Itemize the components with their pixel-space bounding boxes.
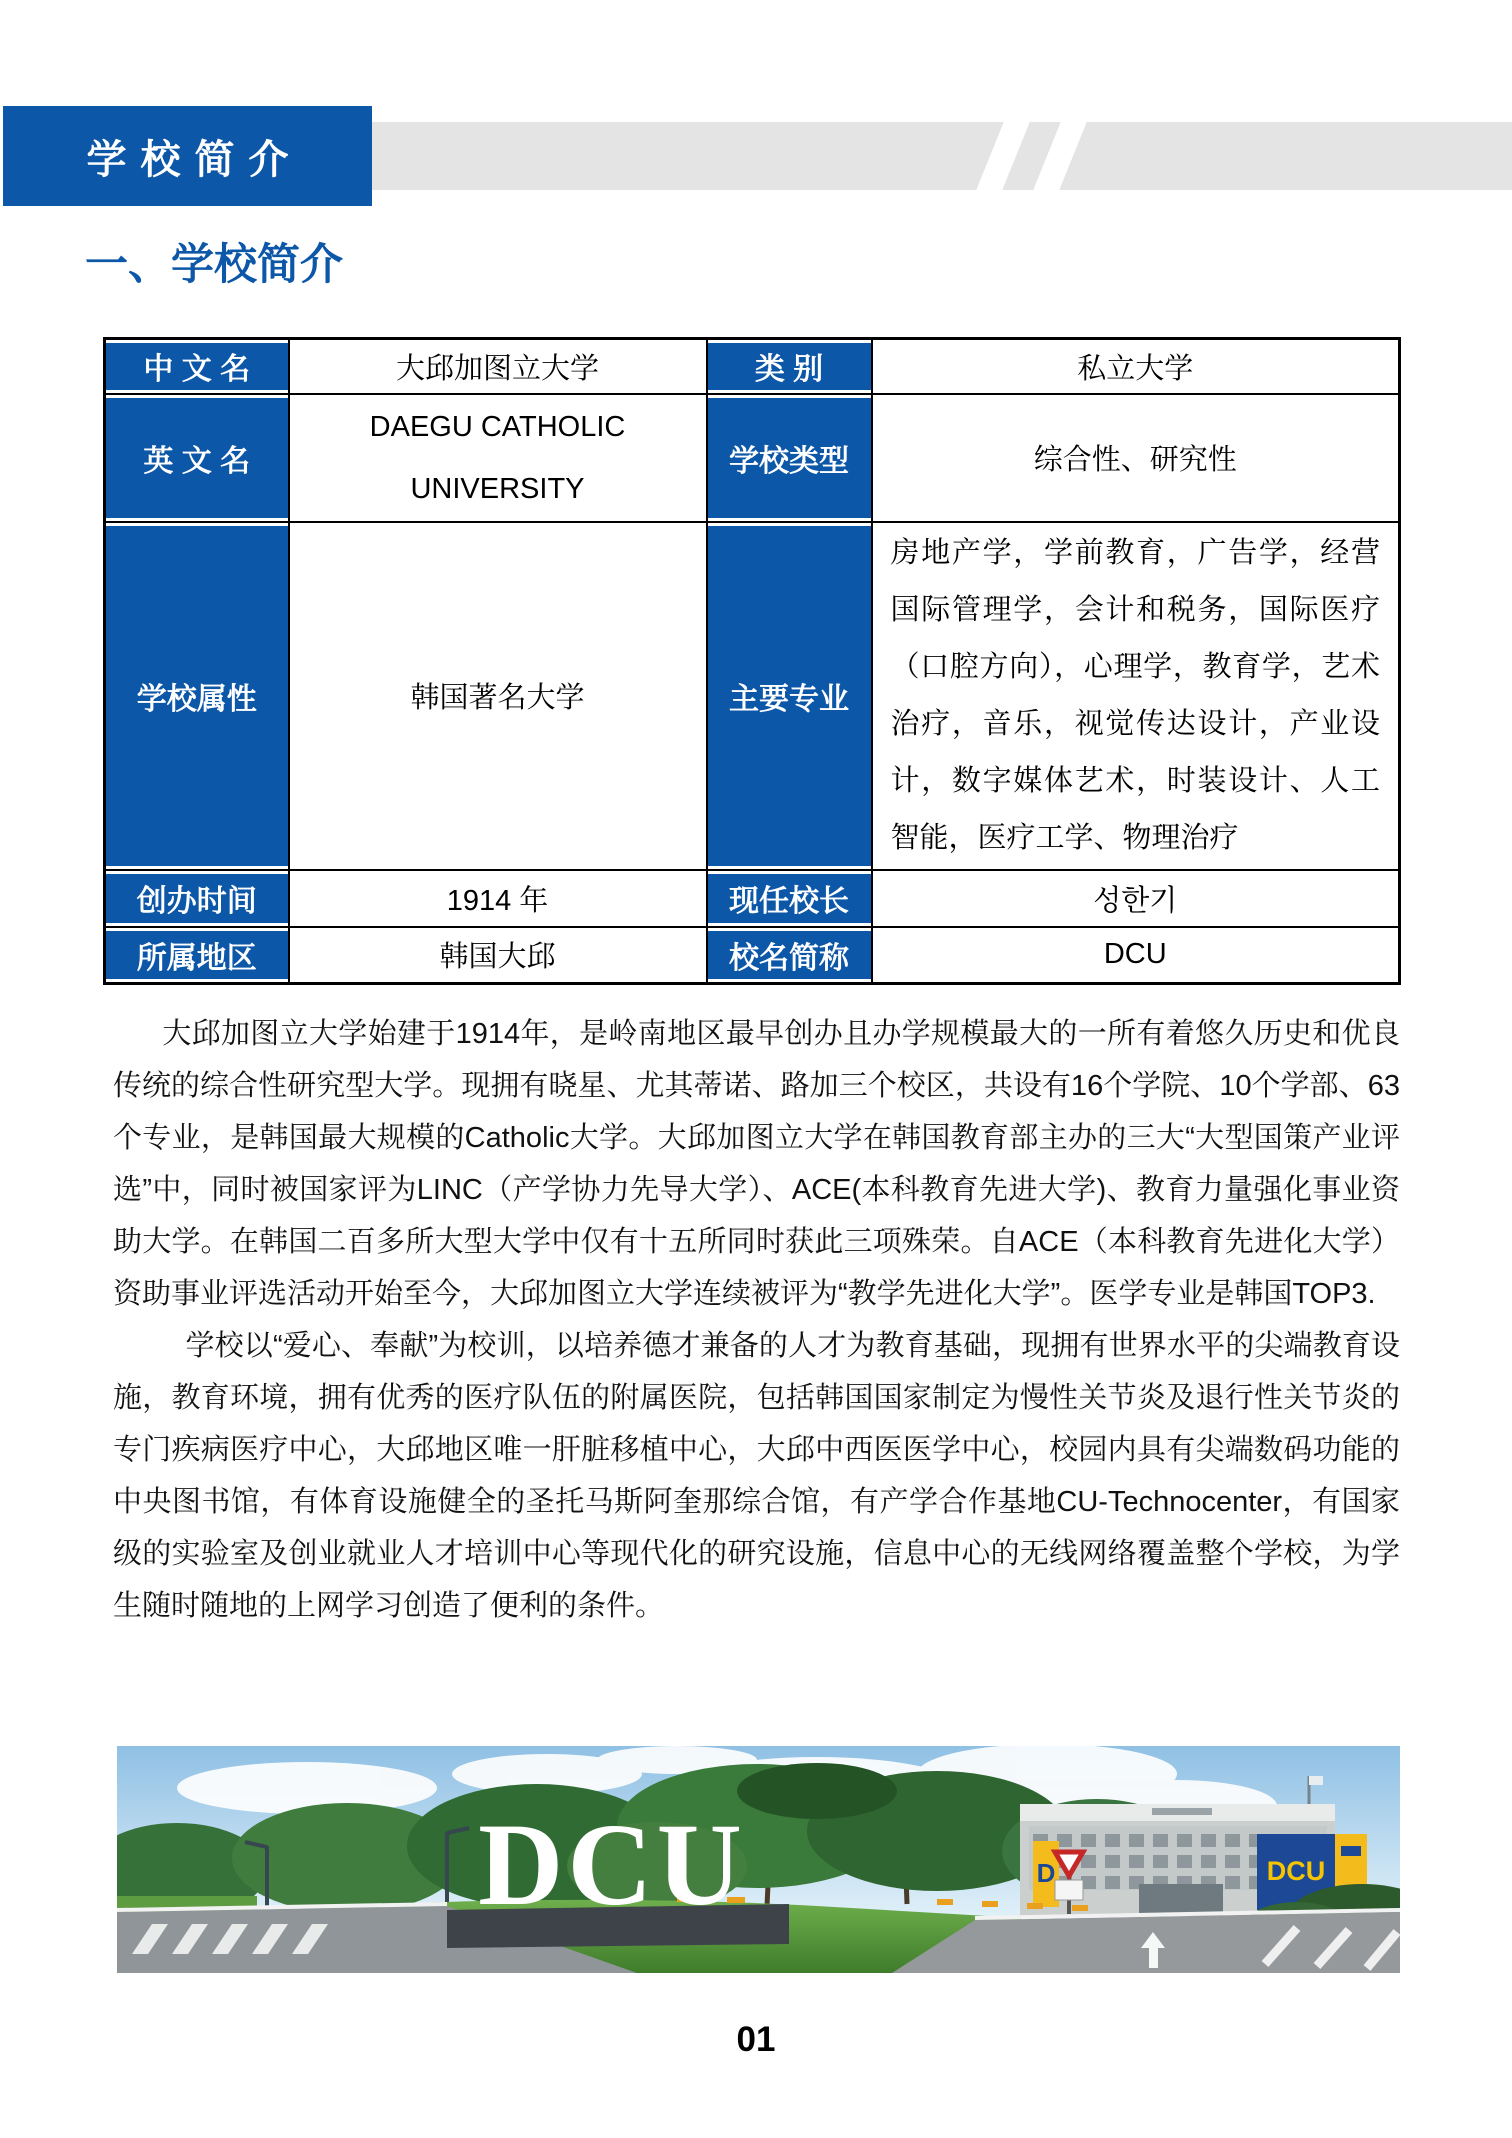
table-label: 学校类型 bbox=[708, 398, 871, 518]
table-label-cell bbox=[707, 394, 872, 522]
table-label-cell bbox=[105, 927, 289, 984]
table-label-cell bbox=[707, 927, 872, 984]
table-value-cell: 综合性、研究性 bbox=[872, 394, 1400, 522]
table-label: 校名简称 bbox=[708, 931, 871, 980]
paragraph-facilities: 学校以“爱心、奉献”为校训，以培养德才兼备的人才为教育基础，现拥有世界水平的尖端教育设施，教育环境，拥有优秀的医疗队伍的附属医院，包括韩国国家制定为慢性关节炎及退行性关节炎的专门疾病医疗中心，大邱地区唯一肝脏移植中心，大邱中西医医学中心，校园内具有尖端数码功能的中央图书馆，有体育设施健全的圣托马斯阿奎那综合馆，有产学合作基地CU-Technocenter，有国家级的实验室及创业就业人才培训中心等现代化的研究设施，信息中心的无线网络覆盖整个学校，为学生随时随地的上网学习创造了便利的条件。 bbox=[113, 1330, 1400, 1622]
campus-photo bbox=[117, 1746, 1400, 1973]
table-value-cell-majors: 房地产学，学前教育，广告学，经营国际管理学，会计和税务，国际医疗（口腔方向），心理学，教育学，艺术治疗，音乐，视觉传达设计，产业设计，数字媒体艺术，时装设计、人工智能，医疗工学、物理治疗 bbox=[872, 522, 1400, 870]
table-label-cell bbox=[707, 339, 872, 394]
table-value-cell: 大邱加图立大学 bbox=[289, 339, 707, 394]
paragraph-intro: 大邱加图立大学始建于1914年，是岭南地区最早创办且办学规模最大的一所有着悠久历史和优良传统的综合性研究型大学。现拥有晓星、尤其蒂诺、路加三个校区，共设有16个学院、10个学部、63个专业，是韩国最大规模的Catholic大学。大邱加图立大学在韩国教育部主办的三大“大型国策产业评选”中，同时被国家评为LINC（产学协力先导大学）、ACE(本科教育先进大学)、教育力量强化事业资助大学。在韩国二百多所大型大学中仅有十五所同时获此三项殊荣。自ACE（本科教育先进化大学）资助事业评选活动开始至今，大邱加图立大学连续被评为“教学先进化大学”。医学专业是韩国TOP3. bbox=[113, 1018, 1400, 1310]
table-label-cell bbox=[105, 394, 289, 522]
table-row bbox=[105, 927, 1400, 984]
table-row bbox=[105, 394, 1400, 522]
table-label: 中 文 名 bbox=[106, 343, 288, 390]
slash-decor-icon bbox=[976, 122, 1029, 190]
banner-left-letter: D bbox=[1036, 1858, 1056, 1888]
table-row bbox=[105, 870, 1400, 927]
table-value-cell: 성한기 bbox=[872, 870, 1400, 927]
chapter-banner bbox=[3, 106, 372, 206]
table-label: 创办时间 bbox=[106, 874, 288, 923]
table-label-cell bbox=[707, 870, 872, 927]
table-label-cell bbox=[707, 522, 872, 870]
table-value-cell: 韩国著名大学 bbox=[289, 522, 707, 870]
campus-photo-graphic bbox=[117, 1746, 1400, 1973]
table-value-cell: DAEGU CATHOLIC UNIVERSITY bbox=[289, 394, 707, 522]
table-value-cell: DCU bbox=[872, 927, 1400, 984]
table-value-cell: 私立大学 bbox=[872, 339, 1400, 394]
dcu-sign-text: DCU bbox=[478, 1799, 746, 1930]
table-label-cell bbox=[105, 870, 289, 927]
building-banner-text: DCU bbox=[1266, 1856, 1326, 1886]
chapter-banner-title: 学校简介 bbox=[86, 137, 303, 182]
table-label-cell bbox=[105, 522, 289, 870]
table-label-cell bbox=[105, 339, 289, 394]
dcu-sign bbox=[447, 1799, 789, 1948]
table-label: 现任校长 bbox=[708, 874, 871, 923]
table-label: 所属地区 bbox=[106, 931, 288, 980]
banner-gray-bar bbox=[372, 122, 1512, 190]
table-value-cell: 1914 年 bbox=[289, 870, 707, 927]
table-value-cell: 韩国大邱 bbox=[289, 927, 707, 984]
table-row bbox=[105, 339, 1400, 394]
body-text bbox=[113, 1008, 1400, 1632]
section-title: 一、学校简介 bbox=[85, 241, 343, 289]
table-label: 类 别 bbox=[708, 343, 871, 390]
table-label: 学校属性 bbox=[106, 526, 288, 866]
table-label: 主要专业 bbox=[708, 526, 871, 866]
table-row bbox=[105, 522, 1400, 870]
slash-decor-icon bbox=[1033, 122, 1086, 190]
school-info-table bbox=[103, 337, 1401, 985]
page-number: 01 bbox=[736, 2020, 776, 2059]
table-label: 英 文 名 bbox=[106, 398, 288, 518]
